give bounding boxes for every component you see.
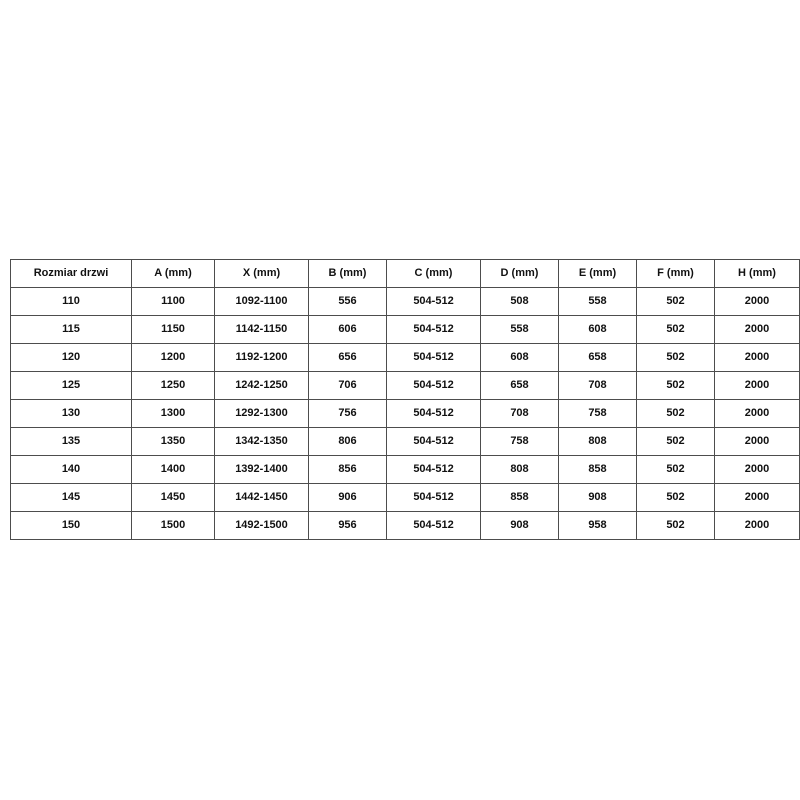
table-row: [11, 372, 800, 400]
cell-x: 1442-1450: [215, 484, 309, 512]
cell-f: 502: [637, 512, 715, 540]
cell-h: 2000: [715, 484, 800, 512]
cell-e: 558: [559, 288, 637, 316]
cell-e: 608: [559, 316, 637, 344]
cell-c: 504-512: [387, 512, 481, 540]
cell-d: 708: [481, 400, 559, 428]
cell-b: 856: [309, 456, 387, 484]
cell-c: 504-512: [387, 484, 481, 512]
specification-table-container: [10, 259, 790, 540]
column-header-a: A (mm): [132, 260, 215, 288]
cell-e: 908: [559, 484, 637, 512]
cell-e: 858: [559, 456, 637, 484]
cell-e: 758: [559, 400, 637, 428]
column-header-e: E (mm): [559, 260, 637, 288]
cell-c: 504-512: [387, 372, 481, 400]
cell-a: 1400: [132, 456, 215, 484]
cell-x: 1142-1150: [215, 316, 309, 344]
cell-x: 1292-1300: [215, 400, 309, 428]
cell-d: 758: [481, 428, 559, 456]
table-row: [11, 344, 800, 372]
cell-h: 2000: [715, 372, 800, 400]
cell-b: 756: [309, 400, 387, 428]
cell-door-size: 130: [11, 400, 132, 428]
table-body: [11, 288, 800, 540]
table-row: [11, 456, 800, 484]
cell-door-size: 115: [11, 316, 132, 344]
cell-f: 502: [637, 316, 715, 344]
cell-a: 1200: [132, 344, 215, 372]
cell-x: 1342-1350: [215, 428, 309, 456]
cell-a: 1500: [132, 512, 215, 540]
cell-door-size: 110: [11, 288, 132, 316]
cell-d: 658: [481, 372, 559, 400]
cell-a: 1100: [132, 288, 215, 316]
cell-x: 1092-1100: [215, 288, 309, 316]
cell-door-size: 140: [11, 456, 132, 484]
cell-e: 808: [559, 428, 637, 456]
column-header-b: B (mm): [309, 260, 387, 288]
column-header-x: X (mm): [215, 260, 309, 288]
cell-b: 556: [309, 288, 387, 316]
cell-c: 504-512: [387, 316, 481, 344]
cell-b: 956: [309, 512, 387, 540]
table-row: [11, 428, 800, 456]
cell-x: 1392-1400: [215, 456, 309, 484]
cell-f: 502: [637, 484, 715, 512]
column-header-f: F (mm): [637, 260, 715, 288]
cell-e: 658: [559, 344, 637, 372]
cell-c: 504-512: [387, 456, 481, 484]
cell-h: 2000: [715, 428, 800, 456]
cell-x: 1192-1200: [215, 344, 309, 372]
cell-f: 502: [637, 372, 715, 400]
cell-a: 1250: [132, 372, 215, 400]
cell-door-size: 120: [11, 344, 132, 372]
table-row: [11, 316, 800, 344]
cell-c: 504-512: [387, 428, 481, 456]
cell-e: 958: [559, 512, 637, 540]
cell-door-size: 135: [11, 428, 132, 456]
table-row: [11, 512, 800, 540]
column-header-door-size: Rozmiar drzwi: [11, 260, 132, 288]
cell-f: 502: [637, 456, 715, 484]
cell-d: 508: [481, 288, 559, 316]
cell-f: 502: [637, 288, 715, 316]
cell-b: 606: [309, 316, 387, 344]
cell-h: 2000: [715, 288, 800, 316]
cell-c: 504-512: [387, 288, 481, 316]
cell-d: 908: [481, 512, 559, 540]
cell-b: 906: [309, 484, 387, 512]
cell-b: 806: [309, 428, 387, 456]
table-row: [11, 400, 800, 428]
cell-door-size: 125: [11, 372, 132, 400]
cell-d: 808: [481, 456, 559, 484]
cell-a: 1350: [132, 428, 215, 456]
cell-f: 502: [637, 428, 715, 456]
cell-a: 1450: [132, 484, 215, 512]
cell-a: 1150: [132, 316, 215, 344]
table-row: [11, 484, 800, 512]
cell-d: 858: [481, 484, 559, 512]
cell-x: 1242-1250: [215, 372, 309, 400]
cell-e: 708: [559, 372, 637, 400]
table-row: [11, 288, 800, 316]
cell-h: 2000: [715, 316, 800, 344]
cell-h: 2000: [715, 400, 800, 428]
cell-d: 558: [481, 316, 559, 344]
cell-h: 2000: [715, 456, 800, 484]
cell-c: 504-512: [387, 344, 481, 372]
cell-f: 502: [637, 344, 715, 372]
cell-door-size: 150: [11, 512, 132, 540]
cell-b: 656: [309, 344, 387, 372]
cell-a: 1300: [132, 400, 215, 428]
table-header: [11, 260, 800, 288]
specification-table: [10, 259, 800, 540]
column-header-h: H (mm): [715, 260, 800, 288]
column-header-d: D (mm): [481, 260, 559, 288]
cell-f: 502: [637, 400, 715, 428]
column-header-c: C (mm): [387, 260, 481, 288]
cell-c: 504-512: [387, 400, 481, 428]
cell-h: 2000: [715, 344, 800, 372]
cell-x: 1492-1500: [215, 512, 309, 540]
cell-door-size: 145: [11, 484, 132, 512]
cell-b: 706: [309, 372, 387, 400]
cell-d: 608: [481, 344, 559, 372]
cell-h: 2000: [715, 512, 800, 540]
table-header-row: [11, 260, 800, 288]
